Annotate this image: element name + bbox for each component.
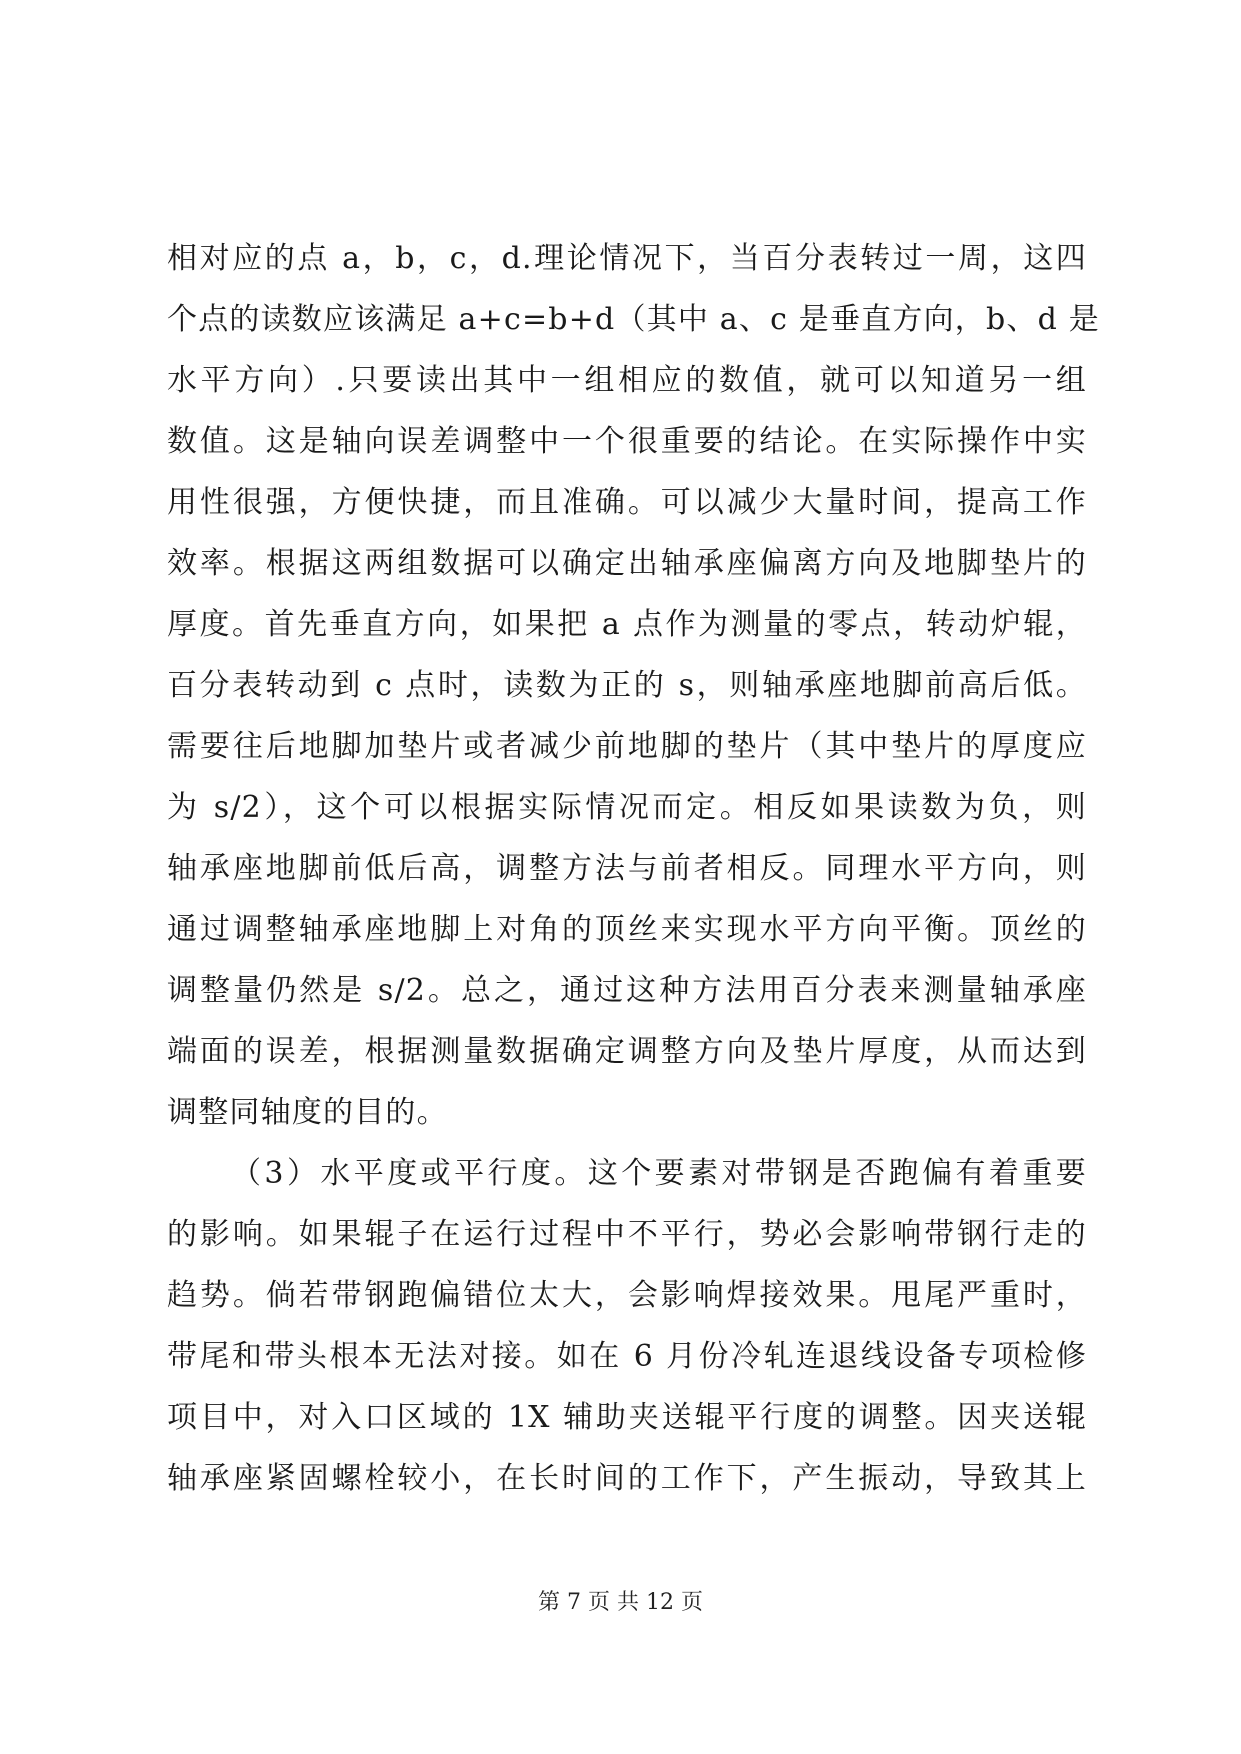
text-line: 水平方向）.只要读出其中一组相应的数值，就可以知道另一组 (167, 363, 1087, 398)
text-line: 个点的读数应该满足 a+c=b+d（其中 a、c 是垂直方向，b、d 是 (167, 302, 1100, 337)
text-line: 带尾和带头根本无法对接。如在 6 月份冷轧连退线设备专项检修 (167, 1339, 1087, 1374)
text-line: 效率。根据这两组数据可以确定出轴承座偏离方向及地脚垫片的 (167, 546, 1087, 581)
body-text (167, 228, 1100, 1509)
text-line: 百分表转动到 c 点时，读数为正的 s，则轴承座地脚前高后低。 (167, 668, 1087, 703)
text-line: 需要往后地脚加垫片或者减少前地脚的垫片（其中垫片的厚度应 (167, 729, 1087, 764)
text-line: 趋势。倘若带钢跑偏错位太大，会影响焊接效果。甩尾严重时， (167, 1278, 1087, 1313)
page-number-footer: 第 7 页 共 12 页 (538, 1590, 703, 1615)
text-line: 数值。这是轴向误差调整中一个很重要的结论。在实际操作中实 (167, 424, 1087, 459)
text-line: 用性很强，方便快捷，而且准确。可以减少大量时间，提高工作 (167, 485, 1087, 520)
text-line: 端面的误差，根据测量数据确定调整方向及垫片厚度，从而达到 (167, 1034, 1087, 1069)
text-line: 通过调整轴承座地脚上对角的顶丝来实现水平方向平衡。顶丝的 (167, 912, 1087, 947)
section-heading-line: （3）水平度或平行度。这个要素对带钢是否跑偏有着重要 (231, 1156, 1087, 1191)
text-line: 为 s/2），这个可以根据实际情况而定。相反如果读数为负，则 (167, 790, 1087, 825)
text-line: 项目中，对入口区域的 1X 辅助夹送辊平行度的调整。因夹送辊 (167, 1400, 1087, 1435)
text-line: 厚度。首先垂直方向，如果把 a 点作为测量的零点，转动炉辊， (167, 607, 1087, 642)
text-line: 轴承座紧固螺栓较小，在长时间的工作下，产生振动，导致其上 (167, 1461, 1087, 1496)
text-line: 的影响。如果辊子在运行过程中不平行，势必会影响带钢行走的 (167, 1217, 1087, 1252)
text-line: 相对应的点 a，b，c，d.理论情况下，当百分表转过一周，这四 (167, 241, 1087, 276)
text-line: 轴承座地脚前低后高，调整方法与前者相反。同理水平方向，则 (167, 851, 1087, 886)
text-line: 调整同轴度的目的。 (167, 1095, 448, 1130)
text-line: 调整量仍然是 s/2。总之，通过这种方法用百分表来测量轴承座 (167, 973, 1087, 1008)
